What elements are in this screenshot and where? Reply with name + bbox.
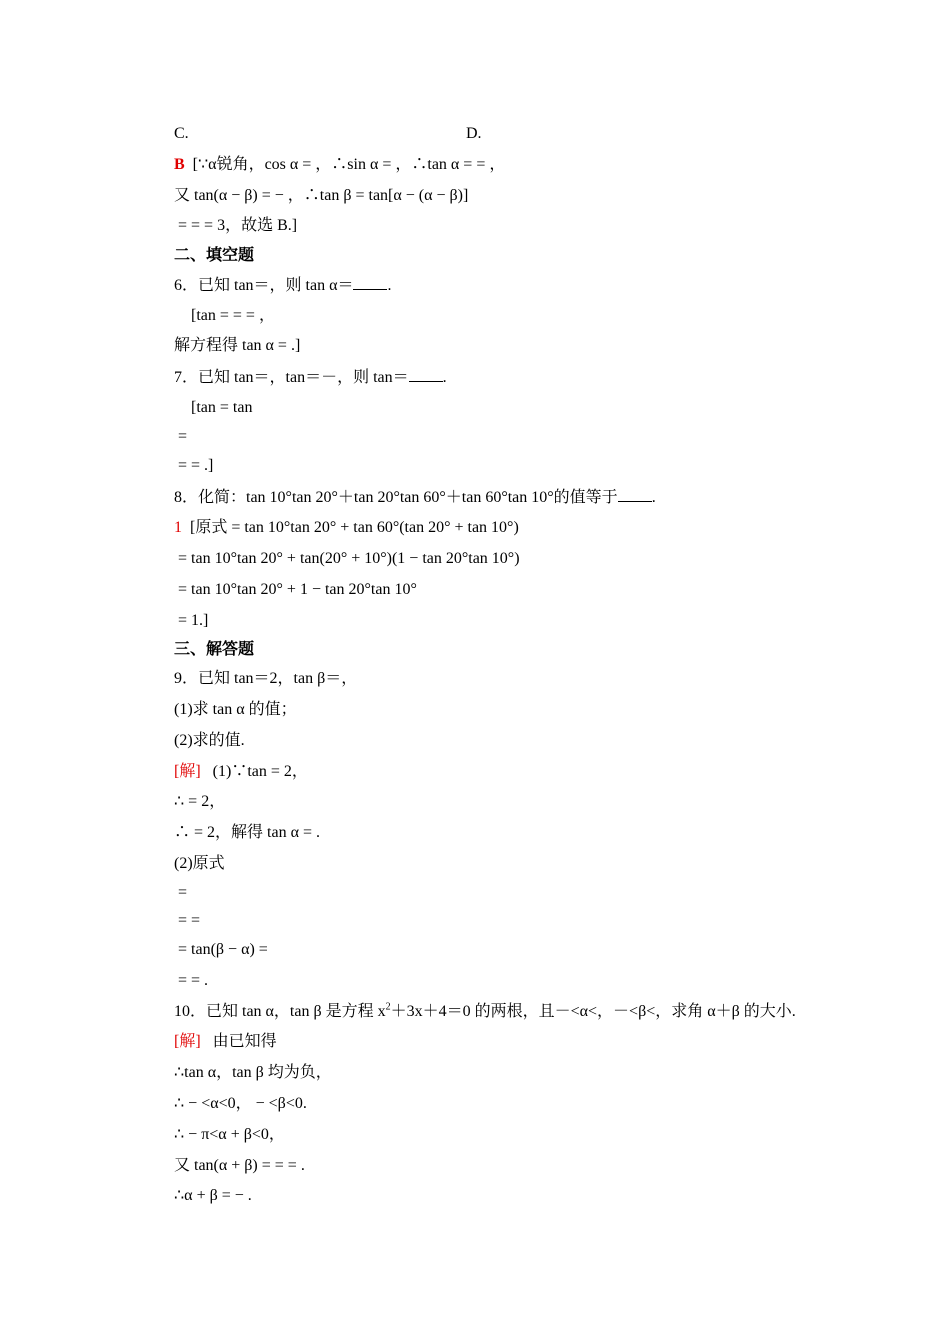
solution-6-line-2: 解方程得 tan α = .]: [174, 337, 301, 354]
solution-text: 由已知得: [212, 1033, 277, 1050]
question-text-rest: ＋3x＋4＝0 的两根，且－<α<，－<β<，求角 α＋β 的大小.: [390, 1003, 796, 1020]
solution-tag: [解]: [174, 1033, 201, 1050]
solution-5-line-3: = = = 3，故选 B.]: [178, 217, 298, 234]
solution-10-line-6: ∴α + β = − .: [174, 1187, 252, 1204]
question-9-part-1: (1)求 tan α 的值；: [174, 701, 297, 718]
solution-9-line-8: = = .: [178, 972, 209, 989]
solution-10-line-4: ∴ − π<α + β<0，: [174, 1126, 285, 1143]
solution-5-line-2: 又 tan(α − β) = − ，∴tan β = tan[α − (α − β)]: [174, 187, 469, 204]
question-8: [174, 487, 656, 508]
solution-tag: [解]: [174, 763, 201, 780]
solution-text: [∵α锐角，cos α = ，∴sin α = ，∴tan α = = ，: [192, 156, 506, 173]
question-end: .: [651, 489, 656, 506]
option-c: C.: [174, 125, 189, 142]
solution-10-line-2: ∴tan α，tan β 均为负，: [174, 1064, 332, 1081]
solution-5-line-1: [174, 155, 505, 175]
solution-text: (1)∵tan = 2，: [212, 763, 308, 780]
question-6: [174, 275, 391, 296]
question-end: .: [387, 277, 392, 294]
solution-8-line-3: = tan 10°tan 20° + 1 − tan 20°tan 10°: [178, 581, 417, 598]
solution-9-line-6: = =: [178, 912, 201, 929]
question-text: 8．化简：tan 10°tan 20°＋tan 20°tan 60°＋tan 60°tan 10°的值等于: [174, 489, 618, 506]
solution-10-line-5: 又 tan(α + β) = = = .: [174, 1157, 305, 1174]
solution-8-line-4: = 1.]: [178, 612, 209, 629]
answer-label: B: [174, 156, 185, 173]
solution-9-line-5: =: [178, 884, 188, 901]
solution-9-line-1: [174, 762, 308, 782]
solution-text: [原式 = tan 10°tan 20° + tan 60°(tan 20° + tan 10°): [190, 519, 519, 536]
answer-label: 1: [174, 519, 182, 536]
question-text: 10．已知 tan α，tan β 是方程 x: [174, 1003, 386, 1020]
option-d: D.: [466, 125, 482, 142]
solution-8-line-1: [174, 518, 519, 538]
question-end: .: [442, 369, 447, 386]
section-heading-answers: 三、解答题: [174, 641, 255, 658]
solution-6-line-1: [tan = = = ，: [191, 307, 275, 324]
question-7: [174, 367, 447, 388]
solution-9-line-2: ∴ = 2，: [174, 793, 226, 810]
answer-blank: [618, 487, 652, 502]
solution-7-line-2: =: [178, 428, 188, 445]
solution-9-line-3: ∴ = 2，解得 tan α = .: [174, 824, 320, 841]
superscript: 2: [385, 1001, 391, 1013]
solution-9-line-4: (2)原式: [174, 855, 225, 872]
answer-blank: [353, 275, 387, 290]
solution-10-line-1: [174, 1032, 277, 1052]
solution-9-line-7: = tan(β − α) =: [178, 941, 268, 958]
solution-10-line-3: ∴ − <α<0， − <β<0.: [174, 1095, 307, 1112]
question-text: 7．已知 tan＝，tan＝－，则 tan＝: [174, 369, 409, 386]
answer-blank: [409, 367, 443, 382]
section-heading-fill-in: 二、填空题: [174, 247, 255, 264]
question-9-part-2: (2)求的值.: [174, 732, 245, 749]
solution-7-line-1: [tan = tan: [191, 399, 253, 416]
question-10: [174, 1002, 796, 1022]
question-text: 6．已知 tan＝，则 tan α＝: [174, 277, 354, 294]
solution-7-line-3: = = .]: [178, 457, 214, 474]
question-9: 9．已知 tan＝2，tan β＝，: [174, 670, 358, 687]
solution-8-line-2: = tan 10°tan 20° + tan(20° + 10°)(1 − tan 20°tan 10°): [178, 550, 520, 567]
